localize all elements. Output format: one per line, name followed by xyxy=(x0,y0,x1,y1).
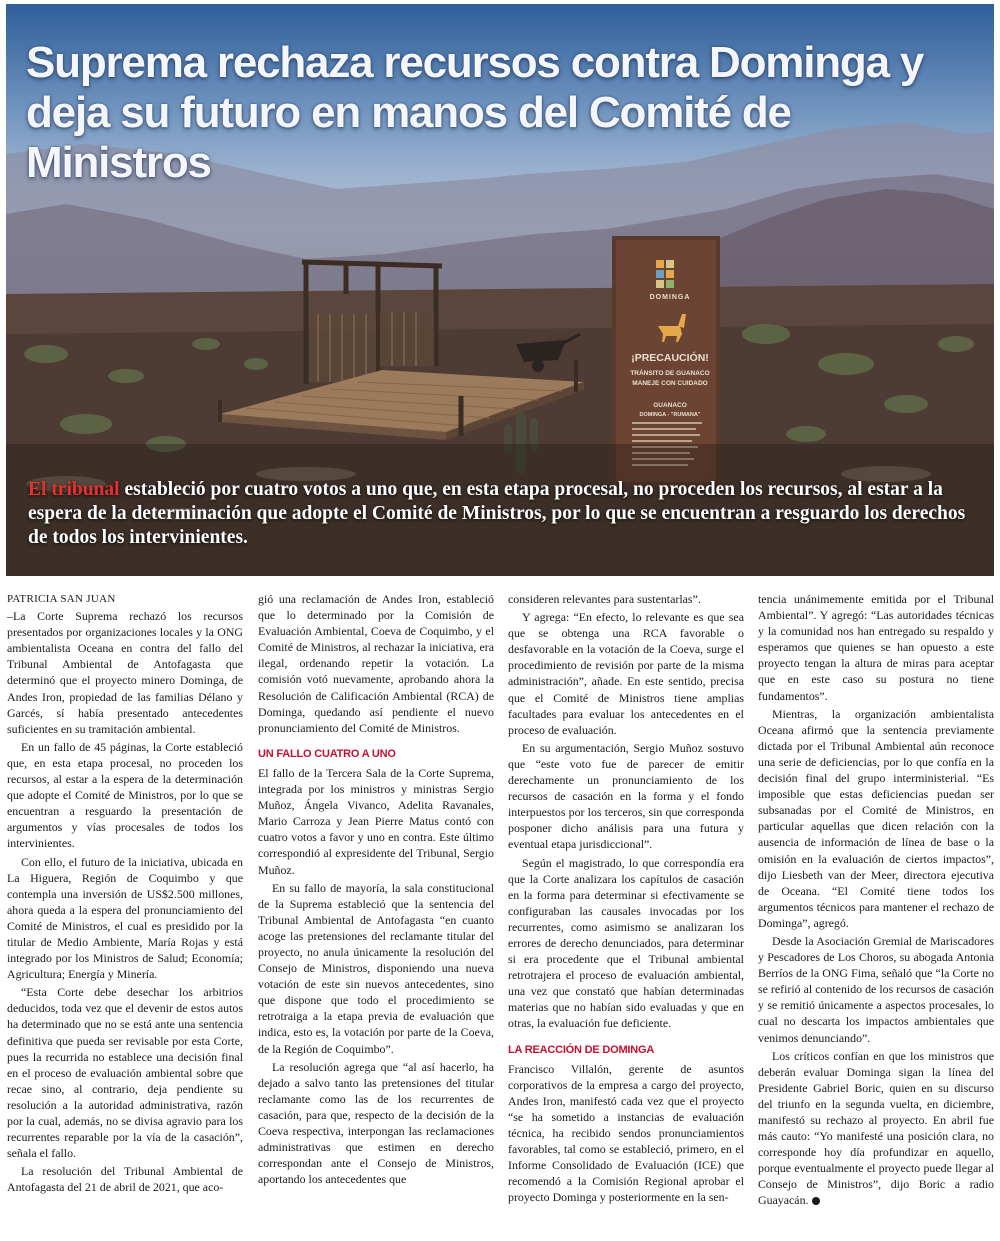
sign-caution-line-1: TRÁNSITO DE GUANACO xyxy=(630,370,710,377)
sign-species-label: GUANACO xyxy=(653,402,687,409)
photo-caption xyxy=(28,478,978,550)
paragraph: Desde la Asociación Gremial de Mariscadores y Pescadores de Los Choros, su abogada Antonia Berríos de la ONG Fima, señaló que “la Corte no se refirió al contenido de los recursos de casación y se remitió únicamente a aspectos procesales, lo cual no descarta los impactos ambientales que venimos denunciando”. xyxy=(758,933,994,1045)
paragraph: Francisco Villalón, gerente de asuntos corporativos de la empresa a cargo del proyecto, Andes Iron, manifestó cada vez que el proyecto “se ha sometido a instancias de evaluación técnica, ha recibido sendos pronunciamientos favorables, tal como se estableció, primero, en el Informe Consolidado de Evaluación (ICE) que recomendó a la Comisión Regional aprobar el proyecto Dominga y posteriormente en la sen- xyxy=(508,1061,744,1205)
paragraph: Con ello, el futuro de la iniciativa, ubicada en La Higuera, Región de Coquimbo y que contempla una inversión de US$2.500 millones, ahora queda a la espera del pronunciamiento del Comité de Ministros, el cual es presidido por la titular de Medio Ambiente, María Rojas y está integrado por los Ministros de Salud; Economía; Agricultura; Energía y Minería. xyxy=(7,854,243,982)
caption-body: estableció por cuatro votos a uno que, en esta etapa procesal, no proceden los recursos, al estar a la espera de la determinación que adopte el Comité de Ministros, por lo que se encuentran a resguardo los derechos de todos los intervinientes. xyxy=(28,479,966,548)
article-column-1 xyxy=(7,591,243,1231)
paragraph xyxy=(758,1048,994,1209)
paragraph: Mientras, la organización ambientalista Oceana afirmó que la sentencia previamente dictada por el Tribunal Ambiental aún reconoce una serie de deficiencias, por lo que confía en la decisión final del grupo interministerial. “Es imposible que estas deficiencias puedan ser subsanadas por el Comité de Ministros, en particular aquellas que dicen relación con la ausencia de información de línea de base o la omisión en la evaluación de ciertos impactos”, dijo Liesbeth van der Meer, directora ejecutiva de Oceana. “El Comité tiene todos los argumentos técnicos para mantener el rechazo de Dominga”, agregó. xyxy=(758,706,994,930)
sign-brand: DOMINGA xyxy=(649,294,691,301)
caption-lead: El tribunal xyxy=(28,479,120,500)
paragraph: consideren relevantes para sustentarlas”. xyxy=(508,592,701,606)
paragraph: La resolución del Tribunal Ambiental de Antofagasta del 21 de abril de 2021, que aco- xyxy=(7,1164,243,1195)
article-column-4 xyxy=(758,591,994,1231)
sign-caution-line-2: MANEJE CON CUIDADO xyxy=(632,380,708,387)
sign-caution-heading: ¡PRECAUCIÓN! xyxy=(631,352,709,364)
paragraph-text: Los críticos confían en que los ministros que deberán evaluar Dominga sigan la línea del Presidente Gabriel Boric, quien en su discurso del triunfo en la segunda vuelta, en diciembre, manifestó su rechazo al proyecto. En abril fue más cauto: “Yo manifesté una posición clara, no corresponde hoy día profundizar en aquello, porque eventualmente el proyecto puede llegar al Consejo de Ministros”, dijo Boric a radio Guayacán. xyxy=(758,1048,994,1208)
paragraph: El fallo de la Tercera Sala de la Corte Suprema, integrada por los ministros y ministras Sergio Muñoz, Ángela Vivanco, Adelita Ravanales, Mario Carroza y Jean Pierre Matus contó con cuatro votos a favor y uno en contra. Este último correspondió al expresidente del Tribunal, Sergio Muñoz. xyxy=(258,765,494,877)
paragraph: Según el magistrado, lo que correspondía era que la Corte analizara los capítulos de casación en la forma para determinar si efectivamente se configuraban las causales invocadas por los recurrentes, como asimismo se analizaran los errores de derecho denunciados, para determinar si era procedente que el Tribunal ambiental retrotrajera el proceso de evaluación ambiental, una vez que constató que habían determinadas materias que no habían sido evaluadas y que en otras, la evaluación fue deficiente. xyxy=(508,855,744,1031)
paragraph: –La Corte Suprema rechazó los recursos presentados por organizaciones locales y la ONG ambientalista Oceana en contra del fallo del Tribunal Ambiental de Antofagasta que determinó que el proyecto minero Dominga, de Andes Iron, propiedad de las familias Délano y Garcés, sí había presentado antecedentes suficientes en su tramitación ambiental. xyxy=(7,609,243,736)
paragraph: En su fallo de mayoría, la sala constitucional de la Suprema estableció que la sentencia del Tribunal Ambiental de Antofagasta “en cuanto acoge las pretensiones del reclamante titular del proyecto, no anula únicamente la resolución del Consejo de Ministros, disponiendo una nueva votación de este sin nuevos antecedentes, sino que dispone que todo el procedimiento se retrotraiga a la etapa previa de evaluación que indica, esto es, la votación por parte de la Coeva, de la Región de Coquimbo”. xyxy=(258,880,494,1056)
end-of-article-icon xyxy=(812,1197,820,1205)
subheading-fallo: UN FALLO CUATRO A UNO xyxy=(258,747,396,760)
subheading-reaccion: LA REACCIÓN DE DOMINGA xyxy=(508,1043,655,1056)
sign-species-name: DOMINGA - "RUMANA" xyxy=(639,412,701,418)
byline: PATRICIA SAN JUAN xyxy=(7,593,116,605)
paragraph: Y agrega: “En efecto, lo relevante es que sea que se obtenga una RCA favorable o desfavorable en la votación de la Coeva, surge el procedimiento de revisión por parte de la misma administración”, añade. En este sentido, precisa que el Comité de Ministros tiene amplias facultades para evaluar los antecedentes en el proceso de evaluación. xyxy=(508,610,744,737)
article-column-3 xyxy=(508,591,744,1231)
paragraph: En su argumentación, Sergio Muñoz sostuvo que “este voto fue de parecer de emitir derechamente un pronunciamiento de los recursos de casación en la forma y el fondo interpuestos por los terceros, sin que corresponda posponer dicho análisis para una futura y eventual etapa jurisdiccional”. xyxy=(508,740,744,852)
hero-photo xyxy=(6,4,994,576)
paragraph: “Esta Corte debe desechar los arbitrios deducidos, toda vez que el devenir de estos autos ha determinado que no se está ante una sentencia definitiva que pueda ser revisable por esta Corte, pues la recurrida no establece una decisión final en el proceso de evaluación ambiental sobre que recae sino, al contrario, deja pendiente su resolución a la autoridad administrativa, razón por la cual, además, no se divisa agravio para los recurrentes reparable por la vía de la casación”, señala el fallo. xyxy=(7,985,243,1161)
paragraph: La resolución agrega que “al así hacerlo, ha dejado a salvo tanto las pretensiones del titular reclamante como las de los recurrentes de casación, para que, respecto de la decisión de la Coeva respectiva, interpongan las reclamaciones administrativas que estimen en derecho correspondan ante el Consejo de Ministros, aportando los antecedentes que xyxy=(258,1059,494,1187)
paragraph: gió una reclamación de Andes Iron, estableció que lo determinado por la Comisión de Evaluación Ambiental, Coeva de Coquimbo, y el Comité de Ministros, al rechazar la iniciativa, era ilegal, ordenando repetir la votación. La comisión votó nuevamente, aprobando ahora la Resolución de Calificación Ambiental (RCA) de Dominga, quedando así pendiente el nuevo pronunciamiento del Comité de Ministros. xyxy=(258,592,494,735)
paragraph: tencia unánimemente emitida por el Tribunal Ambiental”. Y agregó: “Las autoridades técnicas y la comunidad nos han entregado su respaldo y esperamos que quienes se han opuesto a este proyecto tengan la altura de miras para aceptar que en este caso su postura no tiene fundamentos”. xyxy=(758,592,994,703)
headline: Suprema rechaza recursos contra Dominga y deja su futuro en manos del Comité de Ministros xyxy=(26,38,924,187)
article-column-2 xyxy=(258,591,494,1231)
paragraph: En un fallo de 45 páginas, la Corte estableció que, en esta etapa procesal, no proceden los recursos, al estar a la espera de la determinación que adopte el Comité de Ministros, por lo que se encuentran a resguardo la presentación de argumentos y vías procesales de todos los intervinientes. xyxy=(7,739,243,851)
